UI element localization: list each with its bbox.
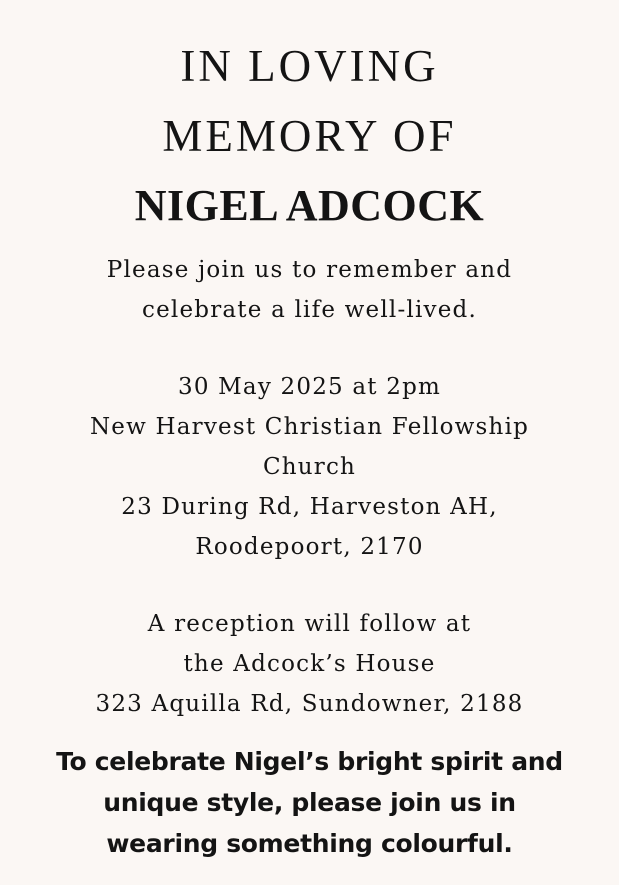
dress-code-line: To celebrate Nigel’s bright spirit and [56,747,563,776]
reception-details [0,604,619,724]
dress-code-line: unique style, please join us in [103,788,516,817]
reception-intro: A reception will follow at [147,611,472,637]
reception-address: 323 Aquilla Rd, Sundowner, 2188 [95,691,524,717]
dress-code-note [0,741,619,864]
service-datetime: 30 May 2025 at 2pm [177,374,442,400]
deceased-name: NIGEL ADCOCK [134,181,485,230]
service-details [0,367,619,567]
invitation-message [0,250,619,330]
service-venue: New Harvest Christian Fellowship [89,414,530,440]
dress-code-line: wearing something colourful. [106,829,513,858]
service-venue: Church [262,454,357,480]
heading-line-2: MEMORY OF [162,111,457,161]
service-address: 23 During Rd, Harveston AH, [121,494,498,520]
service-address: Roodepoort, 2170 [195,534,424,560]
reception-location: the Adcock’s House [183,651,436,677]
heading-line-1: IN LOVING [180,41,439,91]
invitation-line: celebrate a life well-lived. [142,297,477,323]
invitation-line: Please join us to remember and [106,257,513,283]
